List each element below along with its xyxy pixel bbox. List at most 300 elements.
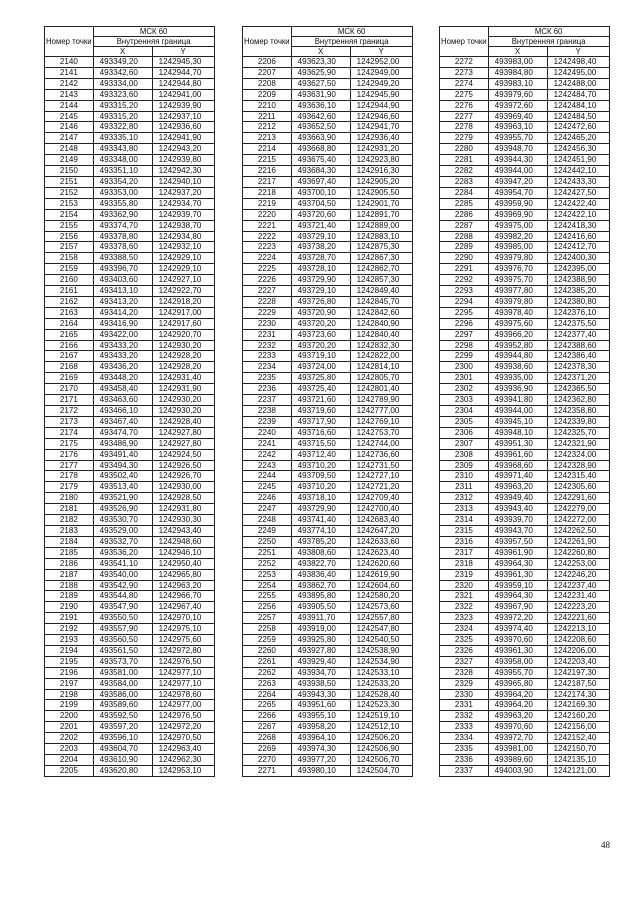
table-row: [45, 166, 215, 177]
point-number-cell: 2190: [45, 602, 94, 613]
y-coordinate-cell: 1242231,40: [547, 591, 609, 602]
y-coordinate-cell: 1242889,00: [350, 220, 412, 231]
table-row: [440, 384, 610, 395]
x-coordinate-cell: 493967,90: [488, 602, 547, 613]
x-coordinate-cell: 493716,60: [291, 427, 350, 438]
y-coordinate-cell: 1242156,00: [547, 722, 609, 733]
x-coordinate-cell: 493944,00: [488, 406, 547, 417]
x-coordinate-cell: 493951,60: [291, 700, 350, 711]
table-row: [440, 591, 610, 602]
y-coordinate-cell: 1242977,10: [152, 667, 214, 678]
y-coordinate-cell: 1242422,10: [547, 209, 609, 220]
table-row: [45, 231, 215, 242]
point-number-cell: 2247: [243, 504, 292, 515]
point-number-cell: 2324: [440, 624, 489, 635]
point-number-cell: 2279: [440, 133, 489, 144]
y-coordinate-cell: 1242931,90: [152, 384, 214, 395]
x-coordinate-cell: 493413,10: [93, 286, 152, 297]
y-coordinate-cell: 1242380,80: [547, 296, 609, 307]
table-row: [440, 580, 610, 591]
table-row: [45, 329, 215, 340]
table-row: [243, 449, 413, 460]
x-coordinate-cell: 493623,30: [291, 57, 350, 68]
x-coordinate-cell: 493964,30: [488, 591, 547, 602]
x-coordinate-cell: 493704,50: [291, 198, 350, 209]
point-number-cell: 2250: [243, 536, 292, 547]
point-number-cell: 2208: [243, 78, 292, 89]
table-row: [243, 744, 413, 755]
table-row: [440, 635, 610, 646]
x-coordinate-cell: 493980,10: [291, 765, 350, 776]
header-boundary: Внутренняя граница: [291, 37, 412, 47]
point-number-cell: 2280: [440, 144, 489, 155]
x-coordinate-cell: 493388,50: [93, 253, 152, 264]
x-coordinate-cell: 493919,00: [291, 624, 350, 635]
table-row: [45, 624, 215, 635]
table-row: [45, 198, 215, 209]
x-coordinate-cell: 493597,20: [93, 722, 152, 733]
point-number-cell: 2318: [440, 558, 489, 569]
x-coordinate-cell: 493486,90: [93, 438, 152, 449]
point-number-cell: 2256: [243, 602, 292, 613]
x-coordinate-cell: 493416,90: [93, 318, 152, 329]
table-row: [243, 635, 413, 646]
x-coordinate-cell: 493675,40: [291, 155, 350, 166]
point-number-cell: 2218: [243, 187, 292, 198]
table-row: [440, 624, 610, 635]
y-coordinate-cell: 1242932,10: [152, 242, 214, 253]
point-number-cell: 2275: [440, 89, 489, 100]
x-coordinate-cell: 493536,20: [93, 547, 152, 558]
point-number-cell: 2270: [243, 755, 292, 766]
table-row: [243, 384, 413, 395]
point-number-cell: 2177: [45, 460, 94, 471]
point-number-cell: 2175: [45, 438, 94, 449]
table-row: [45, 133, 215, 144]
table-row: [243, 296, 413, 307]
table-row: [243, 187, 413, 198]
y-coordinate-cell: 1242923,80: [350, 155, 412, 166]
table-row: [243, 482, 413, 493]
y-coordinate-cell: 1242928,40: [152, 416, 214, 427]
table-row: [243, 624, 413, 635]
point-number-cell: 2320: [440, 580, 489, 591]
y-coordinate-cell: 1242905,20: [350, 176, 412, 187]
x-coordinate-cell: 493710,20: [291, 460, 350, 471]
table-row: [440, 220, 610, 231]
x-coordinate-cell: 493323,60: [93, 89, 152, 100]
table-row: [243, 525, 413, 536]
y-coordinate-cell: 1242135,10: [547, 755, 609, 766]
table-body: [45, 57, 215, 777]
y-coordinate-cell: 1242939,80: [152, 155, 214, 166]
y-coordinate-cell: 1242840,90: [350, 318, 412, 329]
point-number-cell: 2174: [45, 427, 94, 438]
table-row: [45, 700, 215, 711]
point-number-cell: 2304: [440, 406, 489, 417]
x-coordinate-cell: 493862,70: [291, 580, 350, 591]
point-number-cell: 2146: [45, 122, 94, 133]
table-row: [243, 155, 413, 166]
table-row: [243, 416, 413, 427]
point-number-cell: 2194: [45, 645, 94, 656]
x-coordinate-cell: 493958,20: [291, 722, 350, 733]
y-coordinate-cell: 1242371,20: [547, 373, 609, 384]
table-row: [243, 231, 413, 242]
x-coordinate-cell: 493729,10: [291, 231, 350, 242]
table-row: [45, 744, 215, 755]
x-coordinate-cell: 493977,80: [488, 286, 547, 297]
y-coordinate-cell: 1242203,40: [547, 656, 609, 667]
y-coordinate-cell: 1242937,10: [152, 111, 214, 122]
y-coordinate-cell: 1242727,10: [350, 471, 412, 482]
point-number-cell: 2150: [45, 166, 94, 177]
x-coordinate-cell: 493700,10: [291, 187, 350, 198]
x-coordinate-cell: 493720,90: [291, 307, 350, 318]
table-row: [45, 100, 215, 111]
y-coordinate-cell: 1242941,90: [152, 133, 214, 144]
table-row: [440, 395, 610, 406]
y-coordinate-cell: 1242375,50: [547, 318, 609, 329]
x-coordinate-cell: 493719,10: [291, 351, 350, 362]
table-row: [440, 373, 610, 384]
point-number-cell: 2166: [45, 340, 94, 351]
y-coordinate-cell: 1242324,00: [547, 449, 609, 460]
y-coordinate-cell: 1242944,70: [152, 67, 214, 78]
point-number-cell: 2299: [440, 351, 489, 362]
table-row: [45, 220, 215, 231]
table-row: [440, 340, 610, 351]
y-coordinate-cell: 1242967,40: [152, 602, 214, 613]
point-number-cell: 2329: [440, 678, 489, 689]
table-row: [45, 493, 215, 504]
x-coordinate-cell: 493741,40: [291, 515, 350, 526]
x-coordinate-cell: 493947,20: [488, 176, 547, 187]
table-row: [243, 689, 413, 700]
header-x: X: [291, 47, 350, 57]
point-number-cell: 2223: [243, 242, 292, 253]
y-coordinate-cell: 1242789,90: [350, 395, 412, 406]
table-row: [440, 275, 610, 286]
x-coordinate-cell: 493513,40: [93, 482, 152, 493]
table-row: [45, 307, 215, 318]
table-row: [243, 395, 413, 406]
table-row: [243, 678, 413, 689]
y-coordinate-cell: 1242533,20: [350, 678, 412, 689]
table-row: [45, 722, 215, 733]
x-coordinate-cell: 493927,80: [291, 645, 350, 656]
table-row: [440, 111, 610, 122]
point-number-cell: 2282: [440, 166, 489, 177]
y-coordinate-cell: 1242422,40: [547, 198, 609, 209]
y-coordinate-cell: 1242901,70: [350, 198, 412, 209]
table-row: [243, 362, 413, 373]
x-coordinate-cell: 493547,90: [93, 602, 152, 613]
x-coordinate-cell: 493938,50: [291, 678, 350, 689]
header-number: Номер точки: [440, 27, 489, 57]
point-number-cell: 2147: [45, 133, 94, 144]
y-coordinate-cell: 1242952,00: [350, 57, 412, 68]
table-row: [243, 67, 413, 78]
y-coordinate-cell: 1242862,70: [350, 264, 412, 275]
point-number-cell: 2248: [243, 515, 292, 526]
x-coordinate-cell: 493979,60: [488, 89, 547, 100]
table-row: [440, 67, 610, 78]
x-coordinate-cell: 493589,60: [93, 700, 152, 711]
x-coordinate-cell: 493951,30: [488, 438, 547, 449]
point-number-cell: 2237: [243, 395, 292, 406]
x-coordinate-cell: 493974,30: [291, 744, 350, 755]
point-number-cell: 2301: [440, 373, 489, 384]
table-row: [45, 449, 215, 460]
x-coordinate-cell: 493436,20: [93, 362, 152, 373]
table-row: [45, 395, 215, 406]
point-number-cell: 2202: [45, 733, 94, 744]
table-row: [243, 264, 413, 275]
point-number-cell: 2326: [440, 645, 489, 656]
table-row: [243, 122, 413, 133]
table-row: [440, 176, 610, 187]
table-row: [440, 471, 610, 482]
x-coordinate-cell: 493954,70: [488, 187, 547, 198]
point-number-cell: 2224: [243, 253, 292, 264]
x-coordinate-cell: 493541,10: [93, 558, 152, 569]
point-number-cell: 2281: [440, 155, 489, 166]
y-coordinate-cell: 1242845,70: [350, 296, 412, 307]
table-row: [243, 645, 413, 656]
y-coordinate-cell: 1242943,20: [152, 144, 214, 155]
y-coordinate-cell: 1242221,60: [547, 613, 609, 624]
x-coordinate-cell: 493952,80: [488, 340, 547, 351]
y-coordinate-cell: 1242936,40: [350, 133, 412, 144]
x-coordinate-cell: 493561,50: [93, 645, 152, 656]
y-coordinate-cell: 1242223,20: [547, 602, 609, 613]
x-coordinate-cell: 493964,10: [291, 733, 350, 744]
x-coordinate-cell: 493984,80: [488, 67, 547, 78]
x-coordinate-cell: 493970,60: [488, 635, 547, 646]
y-coordinate-cell: 1242315,40: [547, 471, 609, 482]
y-coordinate-cell: 1242321,90: [547, 438, 609, 449]
table-row: [440, 187, 610, 198]
table-row: [45, 667, 215, 678]
y-coordinate-cell: 1242942,30: [152, 166, 214, 177]
table-row: [243, 493, 413, 504]
point-number-cell: 2154: [45, 209, 94, 220]
y-coordinate-cell: 1242916,30: [350, 166, 412, 177]
x-coordinate-cell: 493943,70: [488, 525, 547, 536]
table-row: [440, 525, 610, 536]
x-coordinate-cell: 493944,30: [488, 155, 547, 166]
point-number-cell: 2290: [440, 253, 489, 264]
y-coordinate-cell: 1242814,10: [350, 362, 412, 373]
y-coordinate-cell: 1242976,50: [152, 711, 214, 722]
table-row: [45, 471, 215, 482]
x-coordinate-cell: 493945,10: [488, 416, 547, 427]
x-coordinate-cell: 493939,70: [488, 515, 547, 526]
table-row: [440, 645, 610, 656]
y-coordinate-cell: 1242941,70: [350, 122, 412, 133]
x-coordinate-cell: 493610,90: [93, 755, 152, 766]
point-number-cell: 2221: [243, 220, 292, 231]
y-coordinate-cell: 1242504,70: [350, 765, 412, 776]
header-system: МСК 60: [93, 27, 214, 37]
table-row: [45, 536, 215, 547]
x-coordinate-cell: 493979,80: [488, 296, 547, 307]
y-coordinate-cell: 1242842,60: [350, 307, 412, 318]
y-coordinate-cell: 1242928,20: [152, 362, 214, 373]
x-coordinate-cell: 493726,80: [291, 296, 350, 307]
y-coordinate-cell: 1242150,70: [547, 744, 609, 755]
table-row: [243, 569, 413, 580]
table-body: [243, 57, 413, 777]
x-coordinate-cell: 493315,20: [93, 100, 152, 111]
y-coordinate-cell: 1242721,20: [350, 482, 412, 493]
point-number-cell: 2226: [243, 275, 292, 286]
x-coordinate-cell: 493378,60: [93, 242, 152, 253]
point-number-cell: 2330: [440, 689, 489, 700]
y-coordinate-cell: 1242174,30: [547, 689, 609, 700]
point-number-cell: 2163: [45, 307, 94, 318]
table-row: [243, 166, 413, 177]
table-row: [243, 700, 413, 711]
table-row: [45, 460, 215, 471]
point-number-cell: 2213: [243, 133, 292, 144]
table-row: [440, 558, 610, 569]
y-coordinate-cell: 1242472,60: [547, 122, 609, 133]
x-coordinate-cell: 493720,60: [291, 209, 350, 220]
table-row: [243, 427, 413, 438]
point-number-cell: 2286: [440, 209, 489, 220]
point-number-cell: 2186: [45, 558, 94, 569]
table-row: [45, 264, 215, 275]
y-coordinate-cell: 1242924,50: [152, 449, 214, 460]
y-coordinate-cell: 1242832,30: [350, 340, 412, 351]
x-coordinate-cell: 493717,90: [291, 416, 350, 427]
x-coordinate-cell: 493983,00: [488, 57, 547, 68]
table-row: [45, 155, 215, 166]
table-row: [45, 602, 215, 613]
point-number-cell: 2210: [243, 100, 292, 111]
table-row: [243, 242, 413, 253]
x-coordinate-cell: 493715,50: [291, 438, 350, 449]
table-row: [440, 700, 610, 711]
point-number-cell: 2268: [243, 733, 292, 744]
y-coordinate-cell: 1242260,80: [547, 547, 609, 558]
y-coordinate-cell: 1242484,50: [547, 111, 609, 122]
x-coordinate-cell: 493413,20: [93, 296, 152, 307]
point-number-cell: 2196: [45, 667, 94, 678]
point-number-cell: 2219: [243, 198, 292, 209]
table-row: [440, 253, 610, 264]
point-number-cell: 2334: [440, 733, 489, 744]
point-number-cell: 2321: [440, 591, 489, 602]
y-coordinate-cell: 1242939,90: [152, 100, 214, 111]
point-number-cell: 2332: [440, 711, 489, 722]
x-coordinate-cell: 493725,80: [291, 373, 350, 384]
table-row: [243, 471, 413, 482]
table-row: [45, 384, 215, 395]
point-number-cell: 2220: [243, 209, 292, 220]
y-coordinate-cell: 1242975,10: [152, 624, 214, 635]
y-coordinate-cell: 1242930,20: [152, 406, 214, 417]
table-row: [243, 765, 413, 776]
table-row: [45, 547, 215, 558]
point-number-cell: 2184: [45, 536, 94, 547]
y-coordinate-cell: 1242305,60: [547, 482, 609, 493]
table-row: [243, 591, 413, 602]
x-coordinate-cell: 493502,40: [93, 471, 152, 482]
x-coordinate-cell: 494003,90: [488, 765, 547, 776]
table-row: [440, 460, 610, 471]
table-row: [243, 613, 413, 624]
point-number-cell: 2151: [45, 176, 94, 187]
table-row: [45, 253, 215, 264]
y-coordinate-cell: 1242451,90: [547, 155, 609, 166]
y-coordinate-cell: 1242928,50: [152, 493, 214, 504]
x-coordinate-cell: 493948,70: [488, 144, 547, 155]
point-number-cell: 2228: [243, 296, 292, 307]
point-number-cell: 2274: [440, 78, 489, 89]
point-number-cell: 2182: [45, 515, 94, 526]
point-number-cell: 2169: [45, 373, 94, 384]
x-coordinate-cell: 493959,90: [488, 198, 547, 209]
table-row: [45, 67, 215, 78]
y-coordinate-cell: 1242442,10: [547, 166, 609, 177]
point-number-cell: 2236: [243, 384, 292, 395]
point-number-cell: 2287: [440, 220, 489, 231]
y-coordinate-cell: 1242580,20: [350, 591, 412, 602]
point-number-cell: 2187: [45, 569, 94, 580]
x-coordinate-cell: 493969,40: [488, 111, 547, 122]
point-number-cell: 2319: [440, 569, 489, 580]
table-row: [45, 427, 215, 438]
point-number-cell: 2313: [440, 504, 489, 515]
table-row: [440, 613, 610, 624]
y-coordinate-cell: 1242731,50: [350, 460, 412, 471]
point-number-cell: 2310: [440, 471, 489, 482]
point-number-cell: 2323: [440, 613, 489, 624]
point-number-cell: 2234: [243, 362, 292, 373]
point-number-cell: 2239: [243, 416, 292, 427]
y-coordinate-cell: 1242949,00: [350, 67, 412, 78]
y-coordinate-cell: 1242538,90: [350, 645, 412, 656]
point-number-cell: 2331: [440, 700, 489, 711]
point-number-cell: 2294: [440, 296, 489, 307]
point-number-cell: 2253: [243, 569, 292, 580]
y-coordinate-cell: 1242488,00: [547, 78, 609, 89]
x-coordinate-cell: 493474,70: [93, 427, 152, 438]
x-coordinate-cell: 493975,00: [488, 220, 547, 231]
y-coordinate-cell: 1242328,90: [547, 460, 609, 471]
table-row: [440, 449, 610, 460]
table-row: [243, 329, 413, 340]
x-coordinate-cell: 493721,60: [291, 395, 350, 406]
point-number-cell: 2200: [45, 711, 94, 722]
point-number-cell: 2185: [45, 547, 94, 558]
table-row: [243, 438, 413, 449]
point-number-cell: 2278: [440, 122, 489, 133]
point-number-cell: 2259: [243, 635, 292, 646]
x-coordinate-cell: 493938,60: [488, 362, 547, 373]
table-row: [45, 515, 215, 526]
x-coordinate-cell: 493974,40: [488, 624, 547, 635]
x-coordinate-cell: 493343,80: [93, 144, 152, 155]
x-coordinate-cell: 493738,20: [291, 242, 350, 253]
header-y: Y: [350, 47, 412, 57]
point-number-cell: 2155: [45, 220, 94, 231]
x-coordinate-cell: 493334,00: [93, 78, 152, 89]
point-number-cell: 2191: [45, 613, 94, 624]
